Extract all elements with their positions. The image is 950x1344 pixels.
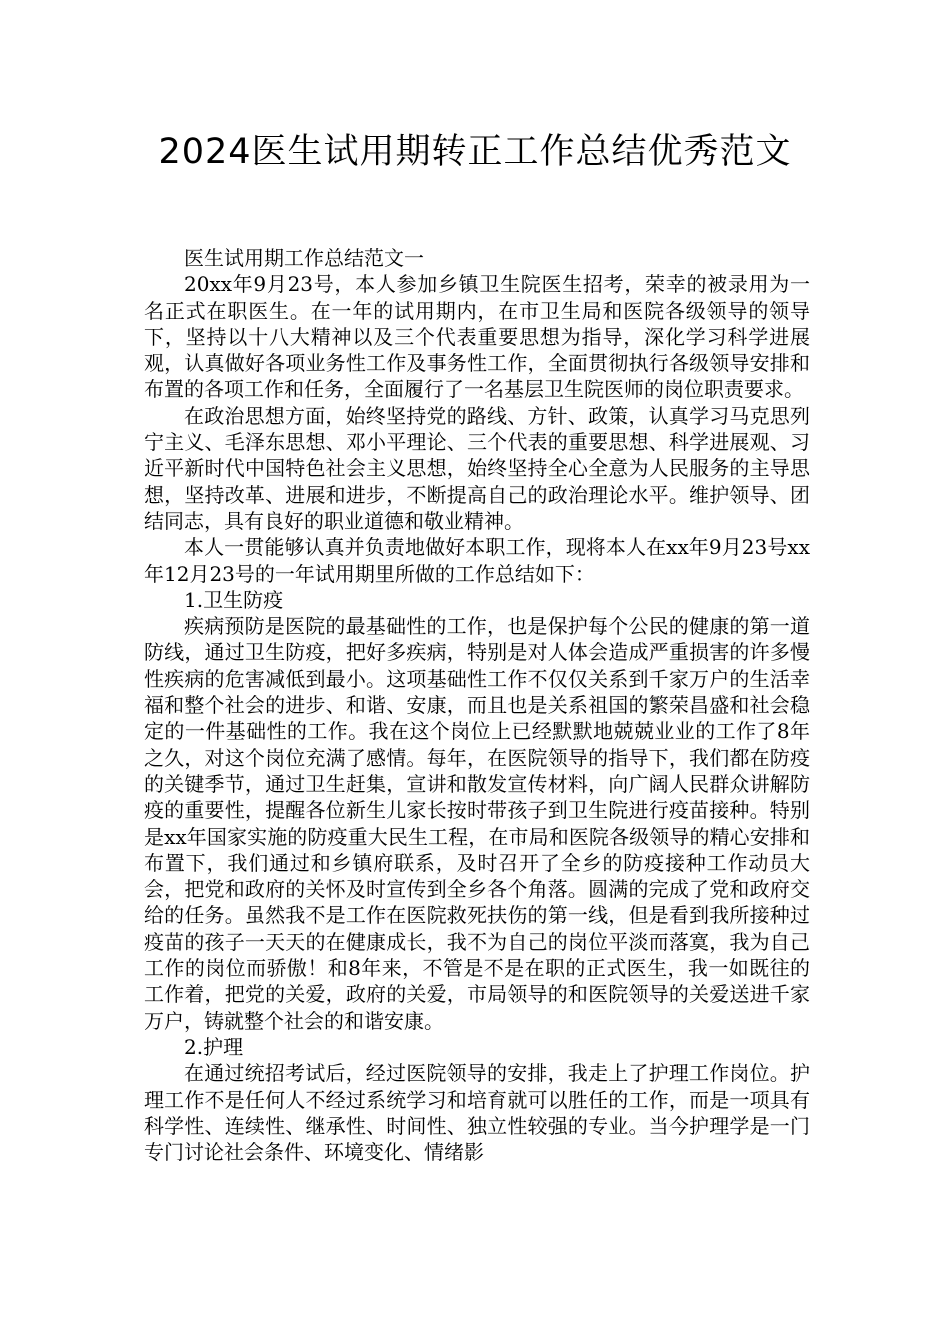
section-heading: 医生试用期工作总结范文一 bbox=[184, 246, 424, 270]
subsection-heading: 2.护理 bbox=[184, 1034, 244, 1059]
paragraph: 疾病预防是医院的最基础性的工作，也是保护每个公民的健康的第一道防线，通过卫生防疫，把好多疾病，特别是对人体会造成严重损害的许多慢性疾病的危害减低到最小。这项基础性工作不仅仅关系到千家万户的生活幸福和整个社会的进步、和谐、安康，而且也是关系祖国的繁荣昌盛和社会稳定的一件基础性的工作。我在这个岗位上已经默默地兢兢业业的工作了8年之久，对这个岗位充满了感情。每年，在医院领导的指导下，我们都在防疫的关键季节，通过卫生赶集，宣讲和散发宣传材料，向广阔人民群众讲解防疫的重要性，提醒各位新生儿家长按时带孩子到卫生院进行疫苗接种。特别是xx年国家实施的防疫重大民生工程，在市局和医院各级领导的精心安排和布置下，我们通过和乡镇府联系，及时召开了全乡的防疫接种工作动员大会，把党和政府的关怀及时宣传到全乡各个角落。圆满的完成了党和政府交给的任务。虽然我不是工作在医院救死扶伤的第一线，但是看到我所接种过疫苗的孩子一天天的在健康成长，我不为自己的岗位平淡而落寞，我为自己工作的岗位而骄傲！和8年来，不管是不是在职的正式医生，我一如既往的工作着，把党的关爱，政府的关爱，市局领导的和医院领导的关爱送进千家万户，铸就整个社会的和谐安康。 bbox=[144, 614, 810, 1033]
document-title: 2024医生试用期转正工作总结优秀范文 bbox=[158, 132, 792, 172]
paragraph: 20xx年9月23号，本人参加乡镇卫生院医生招考，荣幸的被录用为一名正式在职医生。在一年的试用期内，在市卫生局和医院各级领导的领导下，坚持以十八大精神以及三个代表重要思想为指导，深化学习科学进展观，认真做好各项业务性工作及事务性工作，全面贯彻执行各级领导安排和布置的各项工作和任务，全面履行了一名基层卫生院医师的岗位职责要求。 bbox=[144, 272, 810, 402]
paragraph: 在通过统招考试后，经过医院领导的安排，我走上了护理工作岗位。护理工作不是任何人不经过系统学习和培育就可以胜任的工作，而是一项具有科学性、连续性、继承性、时间性、独立性较强的专业。当今护理学是一门专门讨论社会条件、环境变化、情绪影 bbox=[144, 1061, 810, 1165]
subsection-heading: 1.卫生防疫 bbox=[184, 587, 284, 612]
paragraph: 本人一贯能够认真并负责地做好本职工作，现将本人在xx年9月23号xx年12月23号的一年试用期里所做的工作总结如下： bbox=[144, 535, 810, 586]
document-body bbox=[144, 245, 810, 1165]
paragraph: 在政治思想方面，始终坚持党的路线、方针、政策，认真学习马克思列宁主义、毛泽东思想、邓小平理论、三个代表的重要思想、科学进展观、习近平新时代中国特色社会主义思想，始终坚持全心全意为人民服务的主导思想，坚持改革、进展和进步，不断提高自己的政治理论水平。维护领导、团结同志，具有良好的职业道德和敬业精神。 bbox=[144, 403, 810, 533]
